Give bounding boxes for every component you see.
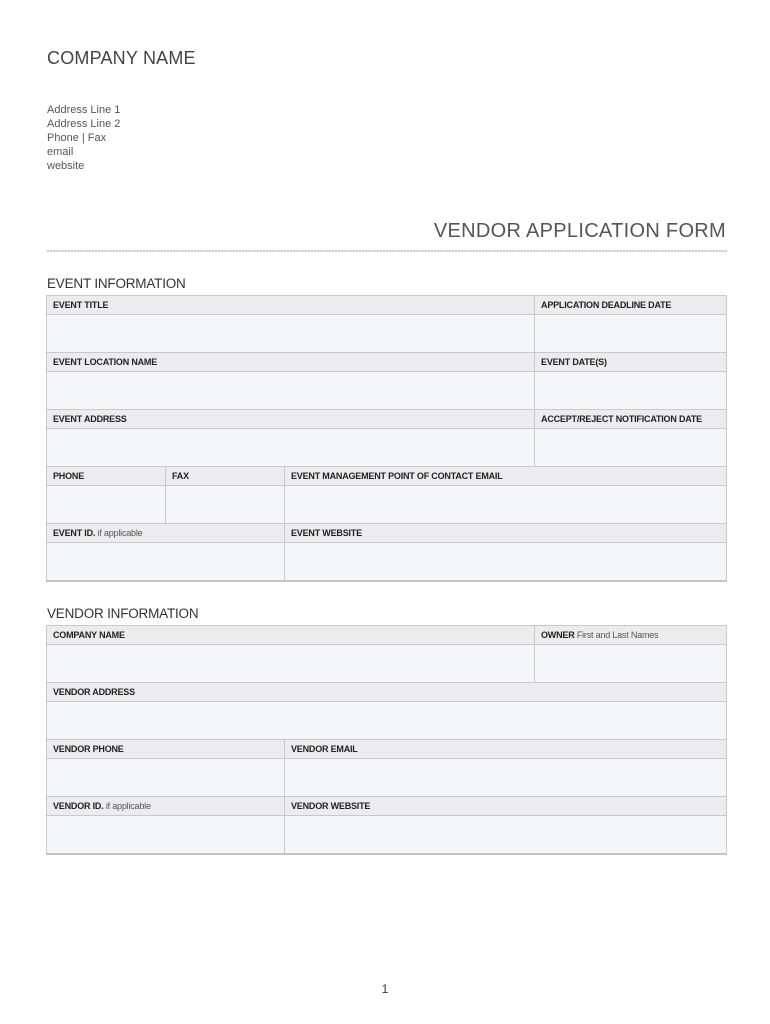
phone-label: PHONE [47, 467, 166, 486]
event-id-note: if applicable [97, 528, 143, 538]
event-website-field[interactable] [285, 543, 727, 582]
event-id-label [47, 524, 285, 543]
contact-email-field[interactable] [285, 486, 727, 524]
email-line: email [47, 146, 74, 158]
event-dates-label: EVENT DATE(S) [535, 353, 727, 372]
event-title-field[interactable] [47, 315, 535, 353]
phone-fax-line: Phone | Fax [47, 132, 107, 144]
owner-label [535, 626, 727, 645]
vendor-id-label-text: VENDOR ID. [53, 801, 104, 811]
event-section-heading: EVENT INFORMATION [47, 276, 186, 291]
fax-field[interactable] [166, 486, 285, 524]
event-address-field[interactable] [47, 429, 535, 467]
event-information-table [46, 295, 727, 582]
company-address-block [47, 103, 120, 173]
vendor-address-label: VENDOR ADDRESS [47, 683, 727, 702]
event-location-name-label: EVENT LOCATION NAME [47, 353, 535, 372]
vendor-address-field[interactable] [47, 702, 727, 740]
address-line-1: Address Line 1 [47, 104, 121, 116]
vendor-phone-label: VENDOR PHONE [47, 740, 285, 759]
vendor-id-label [47, 797, 285, 816]
event-id-field[interactable] [47, 543, 285, 582]
vendor-id-field[interactable] [47, 816, 285, 855]
owner-field[interactable] [535, 645, 727, 683]
owner-label-text: OWNER [541, 630, 575, 640]
title-divider [47, 250, 727, 252]
fax-label: FAX [166, 467, 285, 486]
company-name: COMPANY NAME [47, 48, 196, 68]
notification-date-label: ACCEPT/REJECT NOTIFICATION DATE [535, 410, 727, 429]
event-address-label: EVENT ADDRESS [47, 410, 535, 429]
notification-date-field[interactable] [535, 429, 727, 467]
page-number: 1 [381, 982, 389, 996]
vendor-website-label: VENDOR WEBSITE [285, 797, 727, 816]
vendor-email-label: VENDOR EMAIL [285, 740, 727, 759]
vendor-id-note: if applicable [105, 801, 151, 811]
application-deadline-label: APPLICATION DEADLINE DATE [535, 296, 727, 315]
website-line: website [47, 160, 85, 172]
event-website-label: EVENT WEBSITE [285, 524, 727, 543]
vendor-email-field[interactable] [285, 759, 727, 797]
event-location-name-field[interactable] [47, 372, 535, 410]
owner-note: First and Last Names [576, 630, 659, 640]
phone-field[interactable] [47, 486, 166, 524]
event-id-label-text: EVENT ID. [53, 528, 96, 538]
event-dates-field[interactable] [535, 372, 727, 410]
vendor-information-table [46, 625, 727, 855]
application-deadline-field[interactable] [535, 315, 727, 353]
company-name-field[interactable] [47, 645, 535, 683]
company-name-label: COMPANY NAME [47, 626, 535, 645]
address-line-2: Address Line 2 [47, 118, 121, 130]
event-title-label: EVENT TITLE [47, 296, 535, 315]
contact-email-label: EVENT MANAGEMENT POINT OF CONTACT EMAIL [285, 467, 727, 486]
vendor-website-field[interactable] [285, 816, 727, 855]
vendor-phone-field[interactable] [47, 759, 285, 797]
vendor-section-heading: VENDOR INFORMATION [47, 606, 199, 621]
form-title: VENDOR APPLICATION FORM [433, 220, 726, 242]
